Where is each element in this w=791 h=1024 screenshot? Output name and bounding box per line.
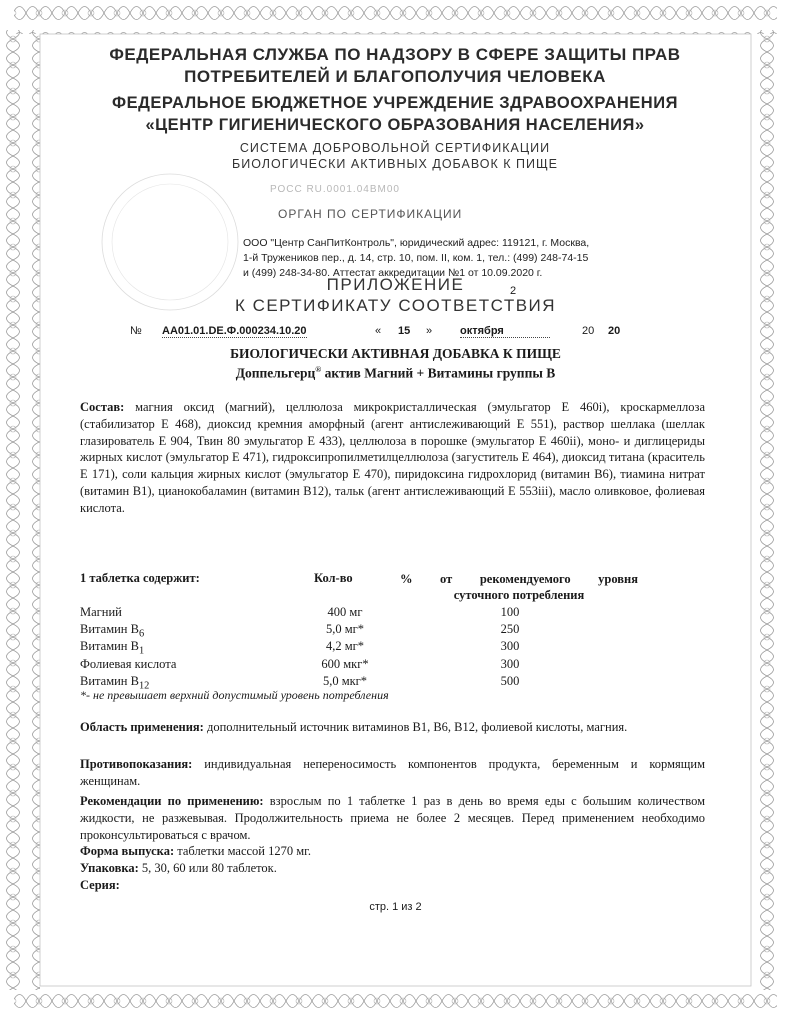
registration-code: РОСС RU.0001.04ВМ00 <box>270 184 400 195</box>
appendix-subtitle: К СЕРТИФИКАТУ СООТВЕТСТВИЯ <box>234 296 557 315</box>
table-row: Фолиевая кислота 600 мкг* 300 <box>80 656 520 671</box>
appendix-title: ПРИЛОЖЕНИЕ <box>326 275 465 294</box>
certification-body-label: ОРГАН ПО СЕРТИФИКАЦИИ <box>278 207 463 221</box>
organization-details: ООО "Центр СанПитКонтроль", юридический адрес: 119121, г. Москва, 1-й Тружеников пер., д. 14, стр. 10, пом. II, ком. 1, тел.: (499) 248-74-15 и (499) 248-34-80. Аттестат аккредитации №1 от 10.09.2020 г. <box>243 237 590 279</box>
product-name: Доппельгерц® актив Магний + Витамины группы В <box>235 365 556 381</box>
year-suffix: 20 <box>608 325 621 337</box>
composition-label: Состав: <box>80 400 125 414</box>
series-line: Серия: <box>80 878 120 892</box>
certificate-day: 15 <box>398 325 411 337</box>
table-row: Витамин $В_6$ 5,0 мг* 250 <box>80 622 520 640</box>
release-form-line: Форма выпуска: таблетки массой 1270 мг. <box>80 844 311 858</box>
certificate-number: AA01.01.DE.Ф.000234.10.20 <box>162 325 307 337</box>
product-category: БИОЛОГИЧЕСКИ АКТИВНАЯ ДОБАВКА К ПИЩЕ <box>230 346 561 361</box>
quote-close: » <box>426 325 433 337</box>
composition-paragraph <box>80 399 705 517</box>
header-ministry: ФЕДЕРАЛЬНАЯ СЛУЖБА ПО НАДЗОРУ В СФЕРЕ ЗАЩИТЫ ПРАВ ПОТРЕБИТЕЛЕЙ И БЛАГОПОЛУЧИЯ ЧЕЛОВЕКА <box>109 45 681 86</box>
table-row: Витамин $В_{12}$ 5,0 мкг* 500 <box>80 673 520 692</box>
table-footnote: *- не превышает верхний допустимый уровень потребления <box>80 688 389 702</box>
header-system: СИСТЕМА ДОБРОВОЛЬНОЙ СЕРТИФИКАЦИИ БИОЛОГИЧЕСКИ АКТИВНЫХ ДОБАВОК К ПИЩЕ <box>232 141 558 171</box>
contraindications-paragraph: Противопоказания: индивидуальная непереносимость компонентов продукта, беременным и кормящим женщинам. <box>80 757 705 788</box>
packaging-line: Упаковка: 5, 30, 60 или 80 таблеток. <box>80 861 277 875</box>
table-header: 1 таблетка содержит: Кол-во % от рекомендуемого уровня суточного потребления <box>80 571 638 602</box>
appendix-number: 2 <box>510 285 517 297</box>
quote-open: « <box>375 325 382 337</box>
header-institution: ФЕДЕРАЛЬНОЕ БЮДЖЕТНОЕ УЧРЕЖДЕНИЕ ЗДРАВООХРАНЕНИЯ «ЦЕНТР ГИГИЕНИЧЕСКОГО ОБРАЗОВАНИЯ НАСЕЛЕНИЯ» <box>112 94 678 134</box>
recommendations-paragraph: Рекомендации по применению: взрослым по 1 таблетке 1 раз в день во время еды с большим количеством жидкости, не разжевывая. Продолжительность приема не более 2 месяцев. Перед применением необходимо проконсультироваться с врачом. <box>80 794 705 842</box>
table-row: Магний 400 мг 100 <box>80 605 520 619</box>
certificate-month: октября <box>460 325 550 338</box>
number-sign: № <box>130 325 142 337</box>
certificate-number-line <box>130 325 650 341</box>
nutrient-table <box>80 571 705 691</box>
page-number: стр. 1 из 2 <box>369 901 422 913</box>
table-row: Витамин $В_1$ 4,2 мг* 300 <box>80 639 520 657</box>
composition-text: магния оксид (магний), целлюлоза микрокристаллическая (эмульгатор Е 460i), кроскармеллоза (стабилизатор Е 468), диоксид кремния аморфный (агент антислеживающий Е 551), раствор шеллака (шеллак глазирователь Е 904, Твин 80 эмульгатор Е 433), целлюлоза в порошке (эмульгатор Е 460ii), моно- и диглицериды жирных кислот (эмульгатор Е 471), гидроксипропилметилцеллюлоза (загуститель Е 464), диоксид титана (краситель Е 171), соли кальция жирных кислот (эмульгатор Е 470), пиридоксина гидрохлорид (витамин В6), тиамина нитрат (витамин В1), цианокобаламин (витамин В12), тальк (агент антислеживающий Е 553iii), масло оливковое, фолиевая кислота. <box>80 400 705 515</box>
usage-paragraph: Область применения: дополнительный источник витаминов В1, В6, В12, фолиевой кислоты, магния. <box>80 720 628 734</box>
year-prefix: 20 <box>582 325 595 337</box>
